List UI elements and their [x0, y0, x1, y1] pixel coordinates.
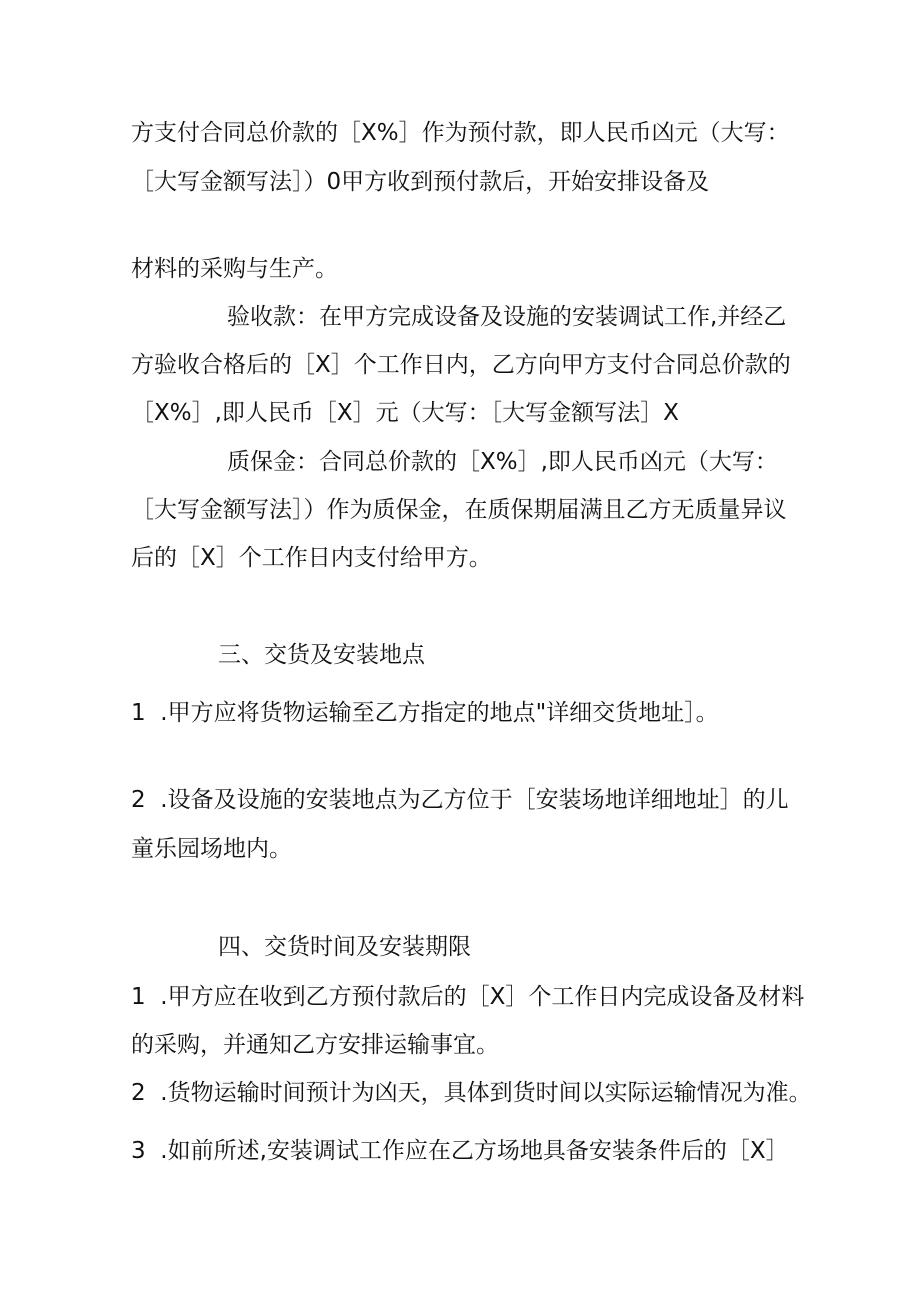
- acceptance-paragraph-line-1: 验收款：在甲方完成设备及设施的安装调试工作,并经乙: [227, 304, 787, 330]
- section-3-item-1: 1 .甲方应将货物运输至乙方指定的地点"详细交货地址］。: [131, 700, 719, 726]
- section-4-heading: 四、交货时间及安装期限: [218, 934, 471, 960]
- payment-text-line-1: 方支付合同总价款的［X%］作为预付款，即人民币凶元（大写：: [131, 120, 790, 146]
- section-4-item-3: 3 .如前所述,安装调试工作应在乙方场地具备安装条件后的［X］: [131, 1138, 789, 1164]
- section-3-item-2-line-2: 童乐园场地内。: [131, 836, 292, 862]
- acceptance-paragraph-line-3: ［X%］,即人民币［X］元（大写：［大写金额写法］X: [131, 400, 679, 426]
- section-3-heading: 三、交货及安装地点: [218, 642, 425, 668]
- payment-text-line-3: 材料的采购与生产。: [131, 256, 338, 282]
- payment-text-line-2: ［大写金额写法］）0甲方收到预付款后，开始安排设备及: [131, 169, 710, 195]
- section-3-item-2-line-1: 2 .设备及设施的安装地点为乙方位于［安装场地详细地址］的儿: [131, 787, 789, 813]
- section-4-item-1-line-1: 1 .甲方应在收到乙方预付款后的［X］个工作日内完成设备及材料: [131, 984, 805, 1010]
- warranty-paragraph-line-2: ［大写金额写法］）作为质保金，在质保期届满且乙方无质量异议: [131, 497, 787, 523]
- section-4-item-1-line-2: 的采购，并通知乙方安排运输事宜。: [131, 1032, 499, 1058]
- warranty-paragraph-line-3: 后的［X］个工作日内支付给甲方。: [131, 545, 492, 571]
- acceptance-paragraph-line-2: 方验收合格后的［X］个工作日内，乙方向甲方支付合同总价款的: [131, 352, 791, 378]
- section-4-item-2: 2 .货物运输时间预计为凶天，具体到货时间以实际运输情况为准。: [131, 1080, 812, 1106]
- warranty-paragraph-line-1: 质保金：合同总价款的［X%］,即人民币凶元（大写：: [227, 449, 778, 475]
